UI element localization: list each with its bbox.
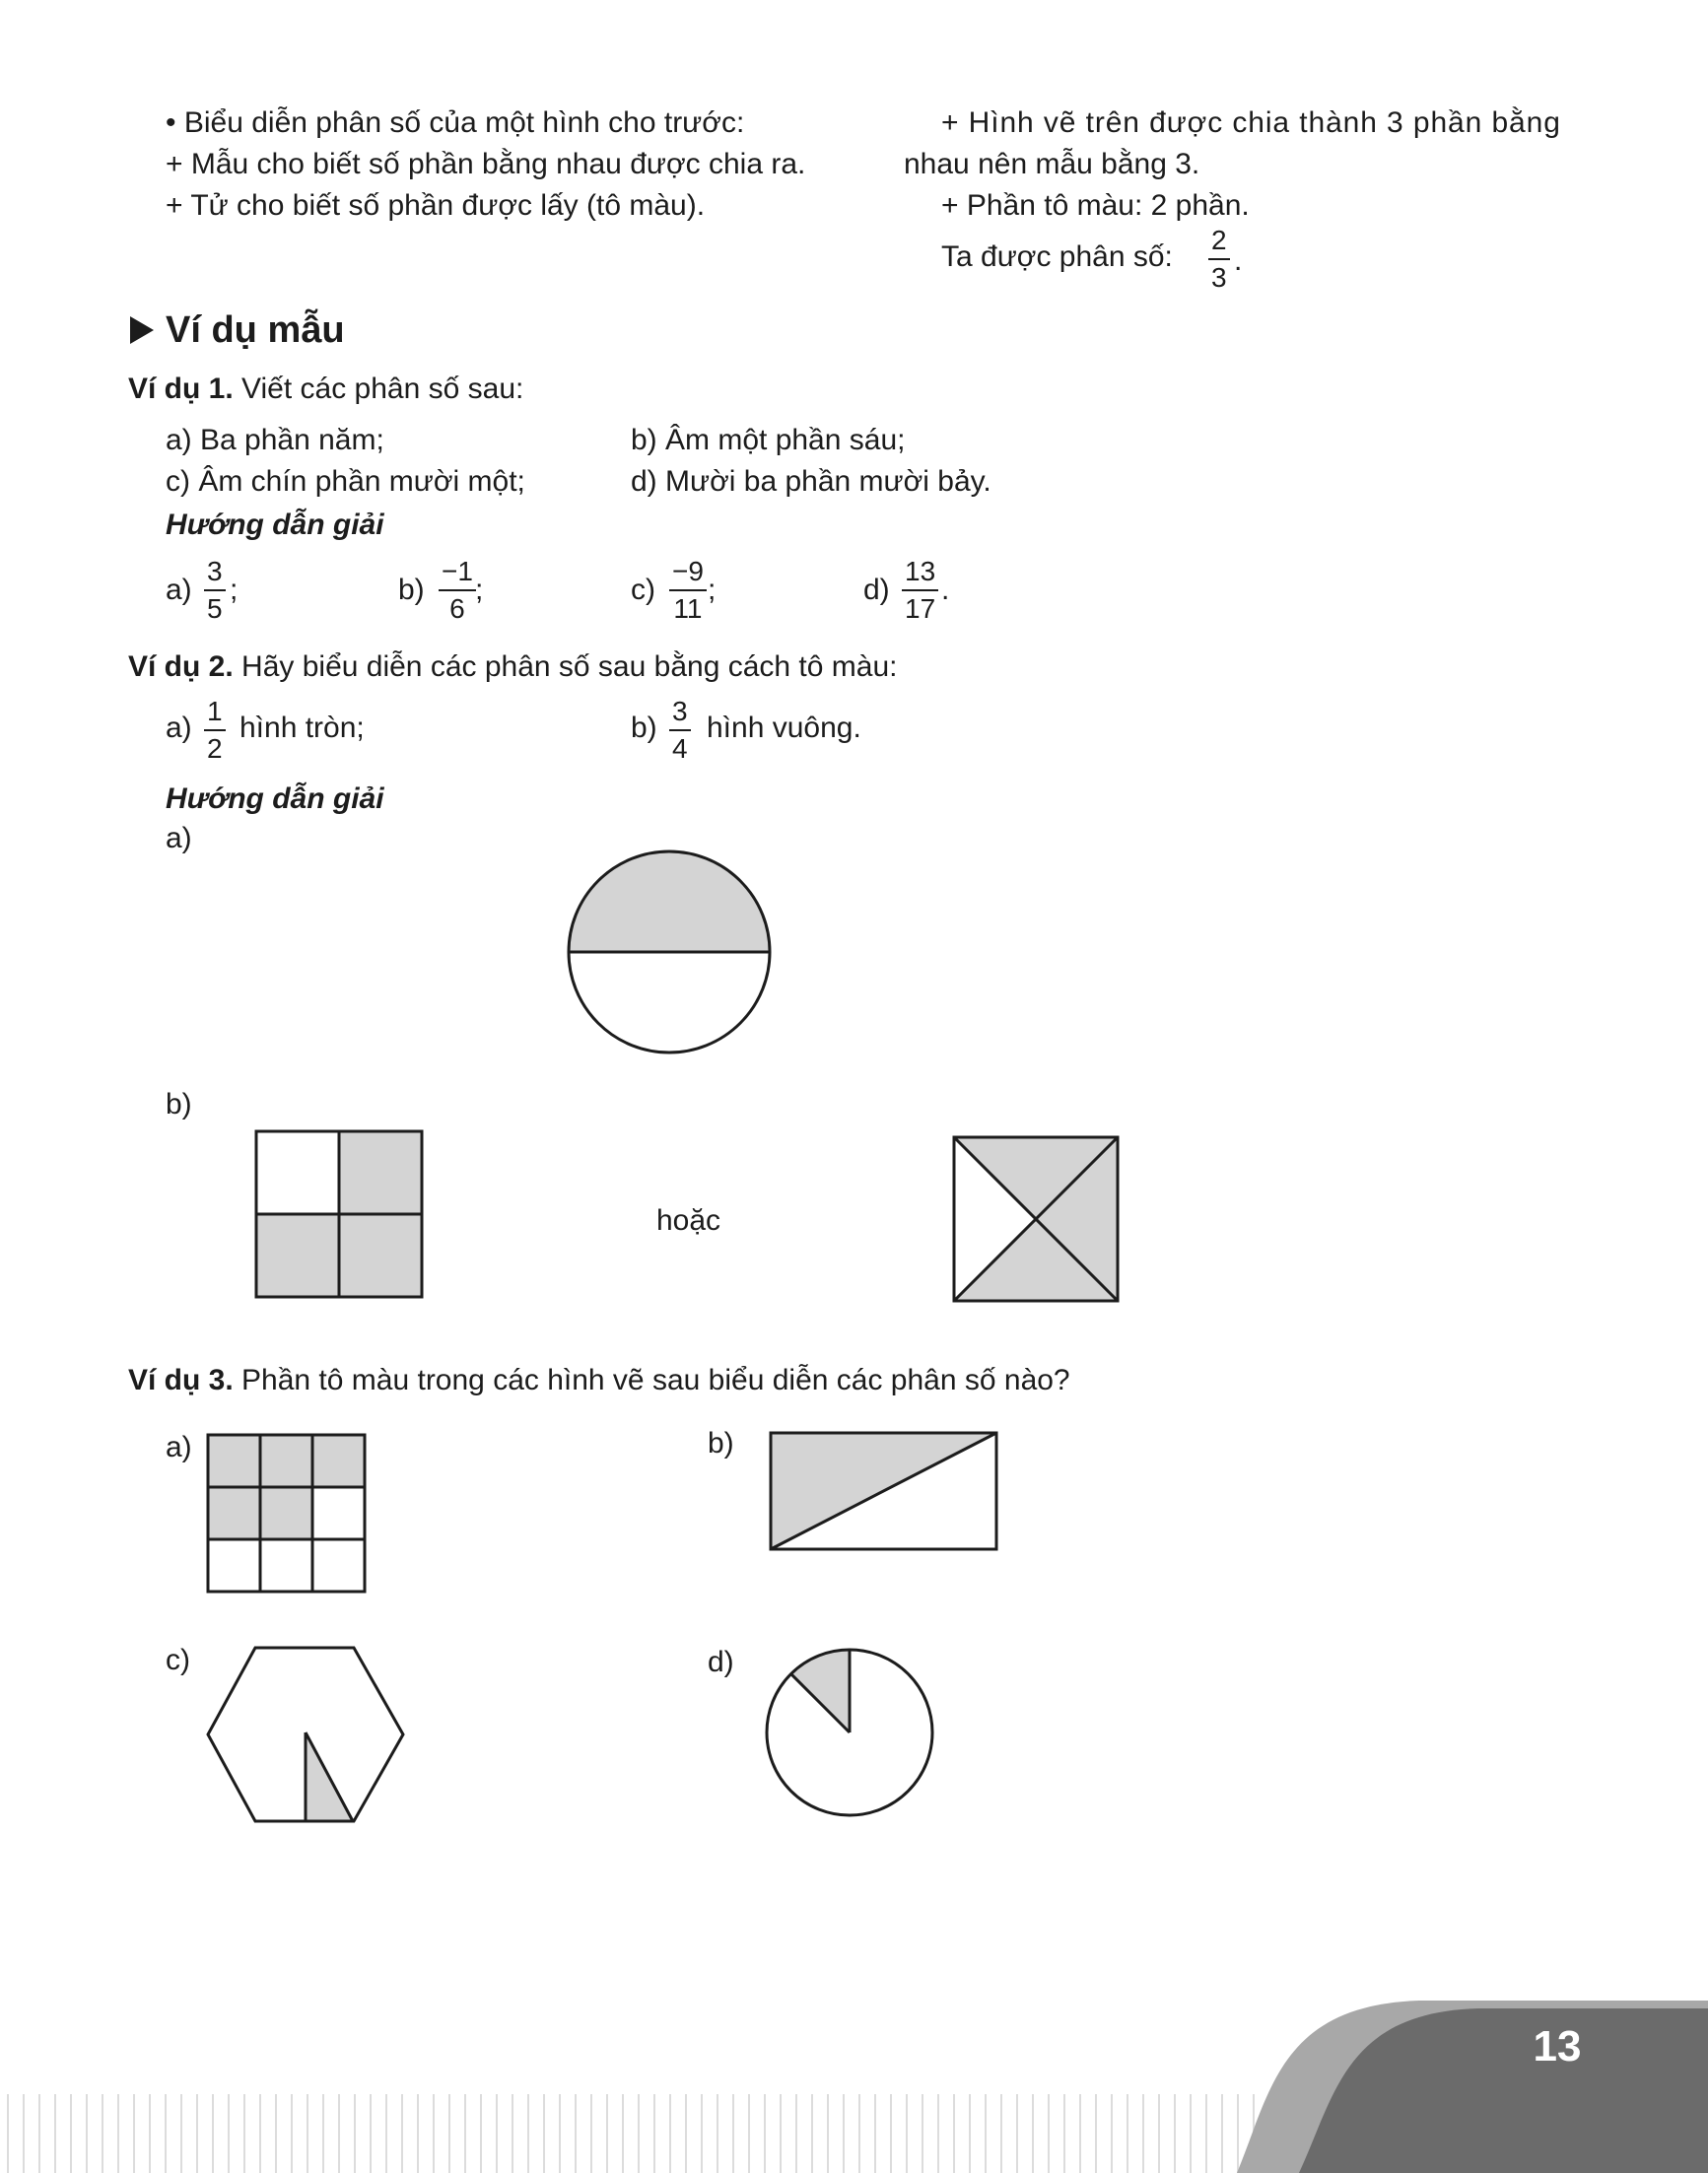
example-1-text: Viết các phân số sau: <box>241 373 524 405</box>
example-2-solution-a-label: a) <box>166 822 192 854</box>
fraction-denominator: 4 <box>672 733 688 764</box>
fraction-numerator: −9 <box>672 556 704 586</box>
example-1-item-a: a) Ba phần năm; <box>166 424 384 456</box>
intro-left-line2: + Mẫu cho biết số phần bằng nhau được chia ra. <box>166 148 806 180</box>
fraction-numerator: 3 <box>672 696 688 726</box>
intro-left-line1-text: Biểu diễn phân số của một hình cho trước: <box>183 106 745 139</box>
intro-left-line3: + Tử cho biết số phần được lấy (tô màu). <box>166 189 706 222</box>
fraction-denominator: 3 <box>1211 262 1227 293</box>
intro-right-line4: Ta được phân số: <box>941 240 1173 273</box>
fraction-denominator: 17 <box>905 593 936 624</box>
example-2-item-b-label: b) <box>631 712 657 744</box>
example-2-item-a-text: hình tròn; <box>239 712 365 744</box>
fraction-numerator: 3 <box>207 556 223 586</box>
answer-d-label: d) <box>863 574 890 606</box>
answer-b-label: b) <box>398 574 425 606</box>
section-title-text: Ví dụ mẫu <box>166 309 345 351</box>
intro-right-line1: + Hình vẽ trên được chia thành 3 phần bằng <box>941 106 1561 139</box>
fraction-denominator: 11 <box>673 593 703 624</box>
answer-d-punct: . <box>941 574 950 606</box>
example-3-b-label: b) <box>708 1427 734 1460</box>
example-3-a-label: a) <box>166 1431 192 1463</box>
example-2-item-b-text: hình vuông. <box>707 712 861 744</box>
example-3-c-label: c) <box>166 1644 190 1676</box>
answer-a-label: a) <box>166 574 192 606</box>
fraction-denominator: 6 <box>449 593 465 624</box>
example-2-guide: Hướng dẫn giải <box>166 782 384 815</box>
example-2-text: Hãy biểu diễn các phân số sau bằng cách tô màu: <box>241 650 898 683</box>
answer-c-punct: ; <box>708 574 717 606</box>
fraction-numerator: 2 <box>1211 225 1227 255</box>
page-number: 13 <box>1533 2022 1582 2071</box>
example-2-item-a-label: a) <box>166 712 192 744</box>
fraction-denominator: 2 <box>207 733 223 764</box>
example-2-solution-b-label: b) <box>166 1088 192 1120</box>
or-text: hoặc <box>656 1204 721 1237</box>
example-3-d-label: d) <box>708 1646 734 1678</box>
intro-right-line3: + Phần tô màu: 2 phần. <box>941 189 1250 222</box>
example-1-item-c: c) Âm chín phần mười một; <box>166 465 525 498</box>
answer-a-punct: ; <box>230 574 239 606</box>
example-3-label: Ví dụ 3. <box>128 1364 234 1396</box>
example-3-text: Phần tô màu trong các hình vẽ sau biểu diễn các phân số nào? <box>241 1364 1070 1396</box>
fraction-numerator: 13 <box>905 556 936 586</box>
example-1-guide: Hướng dẫn giải <box>166 509 384 541</box>
answer-c-label: c) <box>631 574 655 606</box>
intro-fraction-period: . <box>1234 244 1243 277</box>
fraction-numerator: −1 <box>442 556 473 586</box>
intro-right-line2: nhau nên mẫu bằng 3. <box>904 148 1200 180</box>
answer-b-punct: ; <box>475 574 484 606</box>
example-2-label: Ví dụ 2. <box>128 650 234 683</box>
fraction-numerator: 1 <box>207 696 223 726</box>
fraction-denominator: 5 <box>207 593 223 624</box>
example-1-item-d: d) Mười ba phần mười bảy. <box>631 465 991 498</box>
bullet-icon: • <box>166 106 176 139</box>
example-1-label: Ví dụ 1. <box>128 373 234 405</box>
example-1-item-b: b) Âm một phần sáu; <box>631 424 906 456</box>
